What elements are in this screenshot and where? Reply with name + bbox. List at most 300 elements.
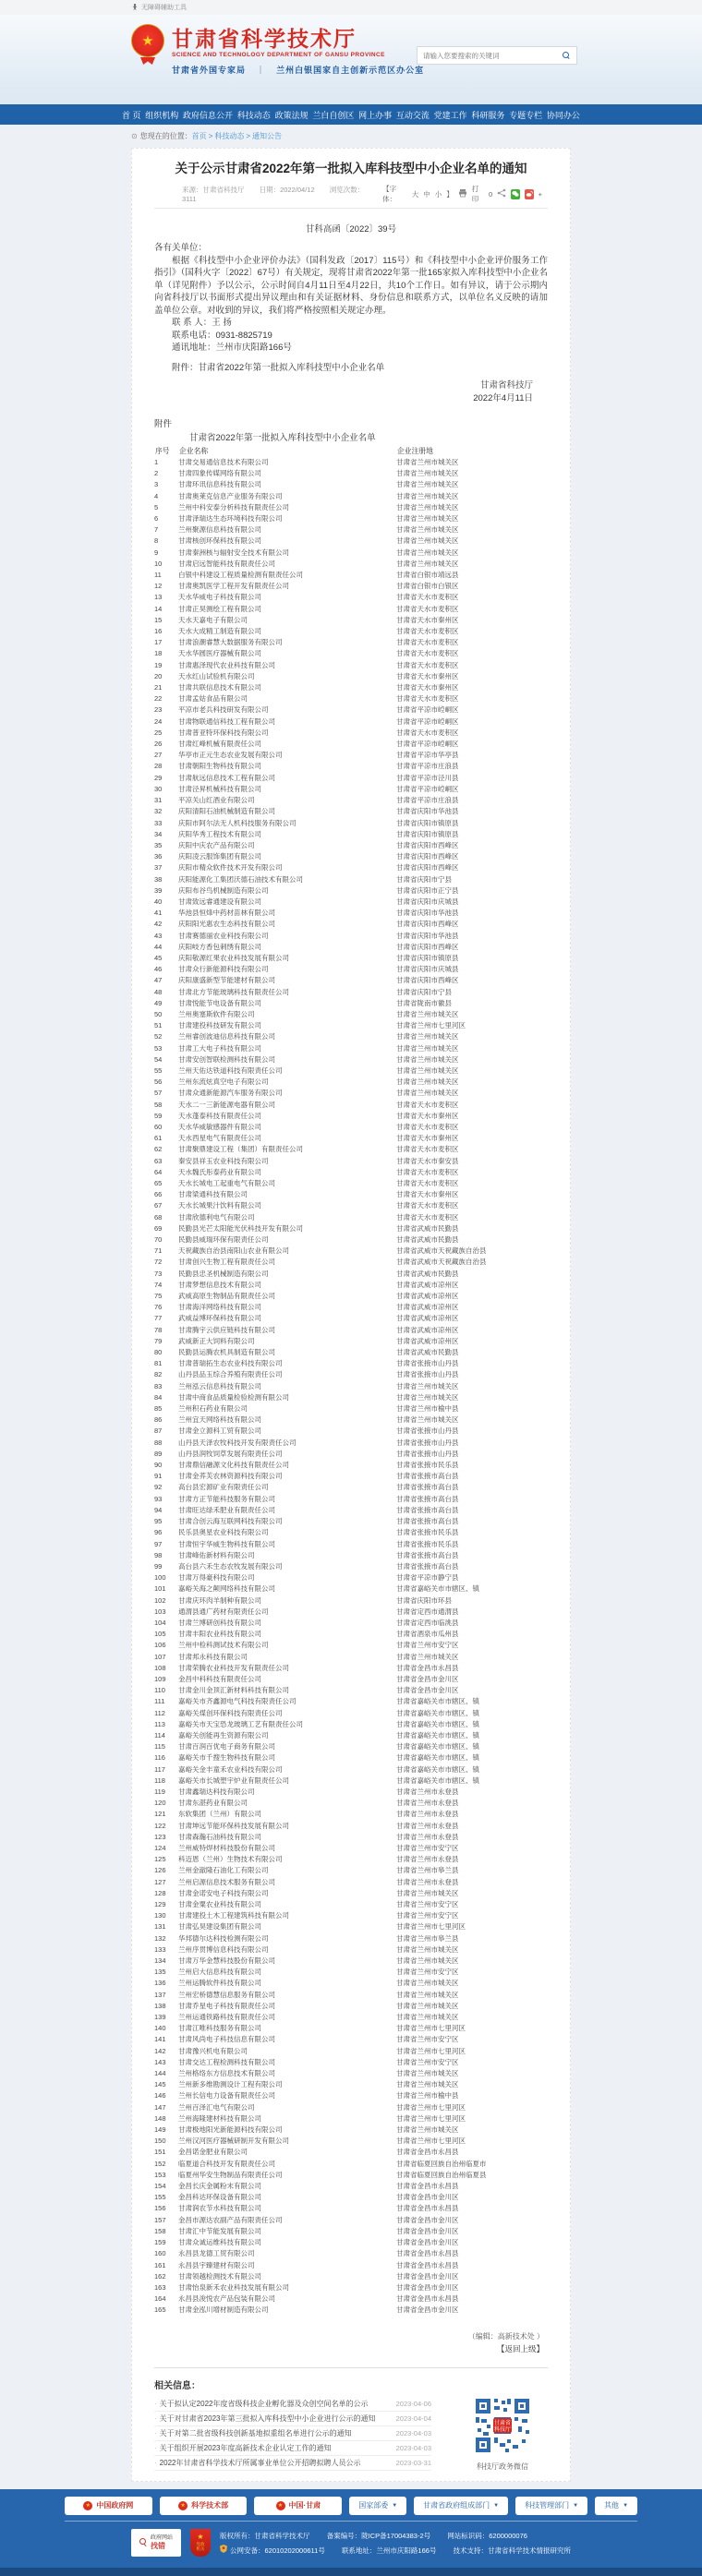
appendix-label: 附件 [154, 419, 173, 429]
cell-location: 甘肃省兰州市七里河区 [396, 2113, 466, 2123]
cell-company-name: 兰州汉河医疗器械研制开发有限公司 [178, 2137, 289, 2146]
table-row [154, 2203, 548, 2214]
table-row [154, 975, 548, 986]
breadcrumb-separator: > [208, 132, 213, 140]
cell-location: 甘肃省平凉市泾川县 [396, 773, 459, 782]
table-row [154, 1077, 548, 1088]
cell-no: 146 [154, 2091, 166, 2101]
cell-location: 甘肃省张掖市高台县 [396, 1494, 459, 1503]
nav-item[interactable]: 兰白自创区 [312, 110, 355, 120]
cell-no: 139 [154, 2013, 166, 2022]
cell-company-name: 甘肃航远信息技术工程有限公司 [178, 773, 275, 782]
table-row [154, 1200, 548, 1211]
cell-company-name: 兰州启源信息技术服务有限公司 [178, 1877, 275, 1886]
cell-no: 125 [154, 1855, 166, 1864]
footer-dropdown-other[interactable]: 其他 ▼ [595, 2497, 637, 2515]
cell-company-name: 兰州运通铁路科技有限责任公司 [178, 2013, 275, 2022]
bullet-icon: · [154, 2443, 157, 2452]
cell-location: 甘肃省庆阳市镇原县 [396, 829, 459, 838]
cell-no: 131 [154, 1922, 166, 1932]
footer-dropdown-provincial[interactable]: 甘肃省政府组成部门 ▼ [414, 2497, 508, 2515]
table-row [154, 704, 548, 716]
table-row [154, 1313, 548, 1324]
list-item [154, 2412, 431, 2426]
cell-no: 32 [154, 807, 163, 816]
cell-company-name: 甘肃交达工程检测科技有限公司 [178, 2057, 275, 2066]
contact-address-footer: 联系地址：兰州市庆阳路166号 [341, 2546, 437, 2555]
cell-location: 甘肃省平凉市崆峒区 [396, 784, 459, 793]
cell-no: 135 [154, 1968, 166, 1977]
cell-company-name: 甘肃风尚电子科技信息有限公司 [178, 2035, 275, 2044]
find-error-badge[interactable] [131, 2529, 181, 2557]
cell-no: 25 [154, 728, 163, 737]
cell-company-name: 甘肃腾宇云供应链科技有限公司 [178, 1325, 275, 1334]
cell-location: 甘肃省张掖市山丹县 [396, 1426, 459, 1436]
cell-no: 77 [154, 1314, 163, 1323]
search-icon [563, 52, 571, 60]
cell-location: 甘肃省天水市秦州区 [396, 615, 459, 624]
article-card [131, 148, 571, 2482]
table-row [154, 457, 548, 468]
table-row [154, 1798, 548, 1809]
related-link[interactable]: · 2022年甘肃省科学技术厅所属事业单位公开招聘拟聘人员公示 [154, 2458, 361, 2467]
cell-location: 甘肃省兰州市永登县 [396, 1810, 459, 1819]
table-row [154, 1640, 548, 1651]
table-row [154, 1516, 548, 1527]
cell-no: 105 [154, 1630, 166, 1639]
table-row [154, 919, 548, 930]
cell-no: 143 [154, 2057, 166, 2066]
cell-location: 甘肃省平凉市崆峒区 [396, 740, 459, 749]
nav-item[interactable]: 网上办事 [358, 110, 393, 120]
cell-company-name: 武威新正大饲料有限公司 [178, 1336, 255, 1345]
copyright-text: 版权所有：甘肃省科学技术厅 [220, 2531, 310, 2540]
cell-no: 88 [154, 1438, 163, 1447]
cell-no: 100 [154, 1573, 166, 1583]
back-to-parent-link[interactable]: 【返回上级】 [496, 2343, 544, 2353]
table-row [154, 1156, 548, 1167]
qr-center-label-1: 甘肃省 [493, 2420, 512, 2426]
cell-no: 36 [154, 852, 163, 861]
cell-location: 甘肃省兰州市榆中县 [396, 1404, 459, 1414]
chevron-down-icon: ▼ [573, 2502, 579, 2509]
table-row [154, 2012, 548, 2023]
cell-location: 甘肃省兰州市城关区 [396, 491, 459, 500]
cell-company-name: 兰州中科安泰分析科技有限责任公司 [178, 502, 289, 512]
cell-location: 甘肃省兰州市城关区 [396, 1381, 459, 1390]
accessibility-label: 无障碍辅助工具 [141, 5, 187, 11]
table-row [154, 1020, 548, 1031]
table-row [154, 2023, 548, 2034]
table-row [154, 1539, 548, 1550]
cell-no: 109 [154, 1674, 166, 1683]
table-row [154, 1888, 548, 1899]
table-row [154, 2034, 548, 2045]
table-row [154, 750, 548, 761]
table-row [154, 1550, 548, 1561]
cell-no: 101 [154, 1584, 166, 1594]
cell-location: 甘肃省兰州市安宁区 [396, 1911, 459, 1920]
table-row [154, 1223, 548, 1234]
cell-no: 59 [154, 1111, 163, 1120]
table-row [154, 773, 548, 784]
table-row [154, 581, 548, 592]
table-row [154, 2226, 548, 2237]
cell-location: 甘肃省兰州市城关区 [396, 1065, 459, 1075]
cell-location: 甘肃省兰州市城关区 [396, 1990, 459, 1999]
cell-no: 45 [154, 953, 163, 962]
cell-no: 152 [154, 2159, 166, 2168]
cell-location: 甘肃省天水市麦积区 [396, 627, 459, 636]
table-title: 甘肃省2022年第一批拟入库科技型中小企业名单 [189, 433, 376, 443]
cell-location: 甘肃省张掖市高台县 [396, 1550, 459, 1559]
cell-company-name: 甘肃中商食品质量检验检测有限公司 [178, 1392, 289, 1402]
cell-no: 17 [154, 638, 163, 647]
article-meta [154, 184, 548, 209]
cell-company-name: 民勤县运腾农机具制造有限公司 [178, 1348, 275, 1357]
cell-location: 甘肃省金昌市永昌县 [396, 2249, 459, 2258]
print-icon [458, 188, 467, 199]
cell-location: 甘肃省天水市麦积区 [396, 604, 459, 613]
qr-caption: 科技厅政务微信 [477, 2462, 528, 2471]
cell-location: 甘肃省金昌市永昌县 [396, 1663, 459, 1672]
cell-no: 22 [154, 694, 163, 704]
table-row [154, 2046, 548, 2057]
nav-item[interactable]: 科研服务 [471, 110, 505, 120]
cell-company-name: 甘肃荣腾农业科技开发有限责任公司 [178, 1663, 289, 1672]
print-button[interactable]: 打印 [471, 185, 479, 203]
cell-no: 66 [154, 1190, 163, 1199]
related-link[interactable]: · 关于对甘肃省2023年第三批拟入库科技型中小企业进行公示的通知 [154, 2413, 376, 2423]
cell-company-name: 甘肃兰博研创科技有限公司 [178, 1618, 261, 1627]
nav-item[interactable]: 专题专栏 [509, 110, 543, 120]
cell-location: 甘肃省金昌市金川区 [396, 1686, 459, 1695]
cell-location: 甘肃省兰州市城关区 [396, 1043, 459, 1053]
search-button[interactable] [556, 47, 576, 64]
cell-location: 甘肃省兰州市城关区 [396, 1392, 459, 1402]
cell-location: 甘肃省天水市麦积区 [396, 1212, 459, 1222]
related-link[interactable]: · 关于拟认定2022年度省级科技企业孵化器及众创空间名单的公示 [154, 2399, 369, 2408]
cell-location: 甘肃省陇南市徽县 [396, 998, 452, 1007]
cell-location: 甘肃省兰州市城关区 [396, 469, 459, 478]
footer [0, 2489, 702, 2576]
nav-item[interactable]: 互动交流 [395, 110, 430, 120]
cell-no: 1 [154, 458, 159, 466]
cell-no: 86 [154, 1415, 163, 1425]
table-row [154, 1933, 548, 1944]
cell-company-name: 民勤县光芒太阳能光伏科技开发有限公司 [178, 1223, 303, 1233]
table-row [154, 648, 548, 659]
cell-company-name: 嘉峪关市天宝恐龙玻璃工艺有限责任公司 [178, 1719, 303, 1728]
nav-item[interactable]: 政府信息公开 [183, 110, 234, 120]
table-row [154, 2001, 548, 2012]
cell-no: 97 [154, 1539, 163, 1548]
cell-location: 甘肃省金昌市永昌县 [396, 2148, 459, 2157]
table-row [154, 2305, 548, 2316]
cell-location: 甘肃省兰州市城关区 [396, 2001, 459, 2010]
cell-no: 30 [154, 784, 163, 793]
qr-center-label-2: 科技厅 [493, 2426, 512, 2433]
cell-company-name: 甘肃建投科技研发有限公司 [178, 1021, 261, 1030]
cell-company-name: 甘肃正昊测绘工程有限公司 [178, 604, 261, 613]
wechat-share-icon[interactable] [511, 189, 520, 199]
cell-no: 72 [154, 1258, 163, 1267]
cell-location: 甘肃省兰州市安宁区 [396, 1641, 459, 1650]
col-header-location: 企业注册地 [397, 446, 433, 455]
table-row [154, 1009, 548, 1020]
cell-company-name: 永昌县浚悦农产品包装有限公司 [178, 2294, 275, 2304]
cell-company-name: 临夏道合科技开发有限责任公司 [178, 2159, 275, 2168]
cell-no: 44 [154, 942, 163, 951]
cell-company-name: 兰州睿创波迪信息科技有限公司 [178, 1032, 275, 1041]
cell-no: 94 [154, 1505, 163, 1514]
table-row [154, 716, 548, 728]
cell-no: 108 [154, 1663, 166, 1672]
cell-location: 甘肃省兰州市城关区 [396, 2069, 459, 2078]
table-row [154, 1990, 548, 2001]
cell-location: 甘肃省张掖市山丹县 [396, 1449, 459, 1458]
font-size-large-button[interactable]: 大 [411, 189, 419, 199]
breadcrumb [0, 125, 702, 148]
cell-location: 甘肃省张掖市民乐县 [396, 1539, 459, 1548]
footer-link-gansu[interactable]: ★ 中国·甘肃 [254, 2497, 342, 2515]
table-row [154, 795, 548, 806]
more-share-button[interactable]: + [538, 189, 542, 199]
cell-company-name: 甘肃邦永科技有限公司 [178, 1652, 248, 1661]
table-row [154, 874, 548, 885]
emblem-icon: ★ [83, 2501, 92, 2510]
cell-location: 甘肃省天水市麦积区 [396, 728, 459, 737]
table-row [154, 1426, 548, 1437]
cell-company-name: 甘肃孟姑食品有限公司 [178, 694, 248, 704]
cell-company-name: 甘肃泽瑞达生态环境科技有限公司 [178, 514, 283, 524]
footer-dropdown-sci-admin[interactable]: 科技管理部门 ▼ [515, 2497, 587, 2515]
cell-no: 140 [154, 2024, 166, 2033]
print-count: 0 [488, 189, 493, 199]
salutation: 各有关单位： [154, 243, 208, 253]
nav-item[interactable]: 组织机构 [145, 110, 179, 120]
meta-date: 日期：2022/04/12 [259, 186, 315, 194]
font-size-medium-button[interactable]: 中 [423, 189, 430, 199]
cell-no: 52 [154, 1032, 163, 1041]
cell-no: 98 [154, 1550, 163, 1559]
cell-company-name: 平凉市老兵科技研发有限公司 [178, 705, 269, 715]
nav-item[interactable]: 政策法规 [274, 110, 309, 120]
cell-location: 甘肃省庆阳市西峰区 [396, 852, 459, 861]
cell-location: 甘肃省张掖市高台县 [396, 1472, 459, 1481]
table-row [154, 1111, 548, 1122]
cell-no: 41 [154, 909, 163, 918]
cell-no: 138 [154, 2001, 166, 2010]
table-row [154, 728, 548, 739]
accessibility-tool[interactable] [131, 3, 187, 12]
table-row [154, 604, 548, 615]
related-date: 2023-04-03 [395, 2428, 431, 2438]
font-size-small-button[interactable]: 小 [434, 189, 442, 199]
cell-location: 甘肃省张掖市高台县 [396, 1517, 459, 1526]
nav-item[interactable]: 首 页 [122, 110, 141, 120]
cell-company-name: 民乐县奥星农业科技有限公司 [178, 1528, 269, 1537]
cell-company-name: 华亭市正元生态农业发展有限公司 [178, 751, 283, 760]
table-row [154, 2090, 548, 2101]
cell-company-name: 甘肃百润百优电子商务有限公司 [178, 1742, 275, 1751]
table-row [154, 693, 548, 704]
table-row [154, 1910, 548, 1921]
cell-company-name: 甘肃秦洲核与辐射安全技术有限公司 [178, 548, 289, 557]
cell-company-name: 甘肃金泓川增材制造有限公司 [178, 2305, 269, 2315]
cell-location: 甘肃省平凉市华亭县 [396, 751, 459, 760]
cell-location: 甘肃省兰州市永登县 [396, 1799, 459, 1808]
cell-no: 81 [154, 1359, 163, 1368]
cell-company-name: 甘肃启远智能科技有限责任公司 [178, 559, 275, 568]
cell-no: 16 [154, 627, 163, 636]
search-box [417, 46, 577, 65]
footer-link-most[interactable]: ★ 科学技术部 [160, 2497, 248, 2515]
cell-company-name: 兰州威特焊材科技股份有限公司 [178, 1843, 275, 1852]
table-row [154, 953, 548, 964]
cell-location: 甘肃省庆阳市西峰区 [396, 920, 459, 929]
cell-no: 29 [154, 773, 163, 782]
table-row [154, 1505, 548, 1516]
list-item [154, 2426, 431, 2441]
cell-company-name: 兰州积石药业有限公司 [178, 1404, 248, 1414]
cell-company-name: 嘉峪关市千搜生物科技有限公司 [178, 1753, 275, 1763]
security-number[interactable]: 公网安备：62010202000611号 [230, 2546, 325, 2555]
related-link[interactable]: · 关于对第二批省级科技创新基地拟重组名单进行公示的通知 [154, 2428, 352, 2438]
cell-company-name: 高台县宏源矿业有限责任公司 [178, 1483, 269, 1492]
cell-company-name: 天水华威敏感器件有限公司 [178, 1122, 261, 1131]
table-row [154, 1234, 548, 1246]
cell-no: 156 [154, 2204, 166, 2213]
cell-company-name: 甘肃奥莱克信息产业服务有限公司 [178, 491, 283, 500]
table-header-row [154, 444, 548, 457]
cell-company-name: 兰州奥塞斯软件有限公司 [178, 1009, 255, 1018]
accessibility-icon [131, 4, 139, 11]
table-row [154, 626, 548, 637]
cell-no: 39 [154, 885, 163, 895]
cell-location: 甘肃省兰州市城关区 [396, 1944, 459, 1954]
cell-no: 82 [154, 1370, 163, 1379]
cell-company-name: 嘉峪关海之颠网络科技有限公司 [178, 1584, 275, 1594]
contact-address: 通讯地址：兰州市庆阳路166号 [172, 343, 292, 353]
search-input[interactable] [418, 52, 556, 60]
nav-item[interactable]: 党建工作 [433, 110, 467, 120]
cell-location: 甘肃省兰州市城关区 [396, 548, 459, 557]
table-row [154, 1043, 548, 1054]
cell-location: 甘肃省兰州市城关区 [396, 1979, 459, 1988]
cell-no: 26 [154, 740, 163, 749]
cell-no: 120 [154, 1799, 166, 1808]
cell-no: 90 [154, 1461, 163, 1470]
cell-company-name: 民勤县忠圣机械制造有限公司 [178, 1269, 269, 1278]
cell-location: 甘肃省庆阳市华池县 [396, 931, 459, 940]
breadcrumb-link-home[interactable]: 首页 [191, 132, 207, 140]
table-row [154, 1956, 548, 1967]
cell-no: 104 [154, 1618, 166, 1627]
cell-location: 甘肃省兰州市七里河区 [396, 2137, 466, 2146]
breadcrumb-link-notice[interactable]: 通知公告 [252, 132, 283, 140]
cell-location: 甘肃省天水市麦积区 [396, 1179, 459, 1187]
cell-location: 甘肃省兰州市皋兰县 [396, 1866, 459, 1875]
cell-no: 60 [154, 1122, 163, 1131]
table-row [154, 1347, 548, 1358]
cell-location: 甘肃省平凉市静宁县 [396, 1573, 459, 1583]
cell-no: 142 [154, 2046, 166, 2055]
cell-company-name: 嘉峪关煤创环保科技有限责任公司 [178, 1708, 283, 1717]
table-row [154, 1302, 548, 1313]
cell-no: 160 [154, 2249, 166, 2258]
table-row [154, 2102, 548, 2113]
cell-company-name: 山丹县润牧饲草发展有限责任公司 [178, 1449, 283, 1458]
cell-location: 甘肃省天水市秦安县 [396, 1156, 459, 1165]
cell-company-name: 平凉关山红酒业有限公司 [178, 796, 255, 805]
attachment-line[interactable]: 附件：甘肃省2022年第一批拟入库科技型中小企业名单 [172, 362, 385, 373]
share-icon[interactable] [497, 188, 506, 199]
table-row [154, 513, 548, 524]
cell-location: 甘肃省兰州市城关区 [396, 1077, 459, 1087]
site-org-line [172, 64, 424, 76]
org-divider: ｜ [256, 66, 266, 75]
cell-company-name: 金昌长庆金属粉末有限公司 [178, 2182, 261, 2191]
footer-link-gov[interactable]: ★ 中国政府网 [65, 2497, 152, 2515]
cell-company-name: 甘肃合创云海互联网科技有限公司 [178, 1517, 283, 1526]
cell-no: 145 [154, 2080, 166, 2089]
breadcrumb-link-news[interactable]: 科技动态 [214, 132, 245, 140]
cell-company-name: 甘肃众诚运维科技有限公司 [178, 2238, 261, 2247]
cell-no: 99 [154, 1561, 163, 1571]
cell-no: 119 [154, 1787, 165, 1796]
cell-company-name: 甘肃海洋网络科技有限公司 [178, 1303, 261, 1312]
cell-company-name: 庆阳市精众软件技术开发有限公司 [178, 863, 283, 873]
site-code: 网站标识码：6200000076 [447, 2531, 527, 2540]
org-left: 甘肃省外国专家局 [172, 66, 247, 75]
cell-location: 甘肃省嘉峪关市市辖区、镇 [396, 1753, 479, 1763]
cell-location: 甘肃省兰州市城关区 [396, 2125, 459, 2135]
table-row [154, 1414, 548, 1426]
table-row [154, 2260, 548, 2271]
cell-company-name: 兰州宜天网络科技有限公司 [178, 1415, 261, 1425]
icp-number[interactable]: 备案编号：陇ICP备17004383-2号 [326, 2531, 431, 2540]
cell-location: 甘肃省兰州市七里河区 [396, 2024, 466, 2033]
nav-item[interactable]: 协同办公 [546, 110, 580, 120]
cell-company-name: 嘉峪关市齐鑫源电气科技有限责任公司 [178, 1697, 297, 1706]
cell-location: 甘肃省兰州市城关区 [396, 1089, 459, 1098]
cell-no: 62 [154, 1145, 163, 1154]
cell-location: 甘肃省嘉峪关市市辖区、镇 [396, 1764, 479, 1774]
cell-company-name: 甘肃鑫瑞达科技有限公司 [178, 1787, 255, 1796]
footer-dropdown-ministries[interactable]: 国家部委 ▼ [349, 2497, 406, 2515]
nav-item[interactable]: 科技动态 [236, 110, 271, 120]
cell-company-name: 天水华威电子科技有限公司 [178, 593, 261, 602]
footer-copyright-block [220, 2529, 586, 2558]
breadcrumb-separator: > [246, 132, 251, 140]
find-error-icon [139, 2538, 148, 2546]
cell-location: 甘肃省兰州市安宁区 [396, 2057, 459, 2066]
table-row [154, 491, 548, 502]
chevron-down-icon: ▼ [392, 2502, 398, 2509]
cell-company-name: 甘肃朝阳生物科技有限公司 [178, 762, 261, 771]
related-link[interactable]: · 关于组织开展2023年度高新技术企业认定工作的通知 [154, 2443, 332, 2452]
table-row [154, 1629, 548, 1640]
cell-no: 63 [154, 1156, 163, 1165]
table-row [154, 908, 548, 919]
cell-company-name: 甘肃江唯科技服务有限公司 [178, 2024, 261, 2033]
cell-company-name: 兰州新多维勘测设计工程有限公司 [178, 2080, 283, 2089]
weibo-share-icon[interactable] [525, 189, 534, 199]
table-row [154, 1877, 548, 1888]
cell-company-name: 通渭县通广药材有限责任公司 [178, 1607, 269, 1616]
cell-location: 甘肃省兰州市七里河区 [396, 1021, 466, 1030]
